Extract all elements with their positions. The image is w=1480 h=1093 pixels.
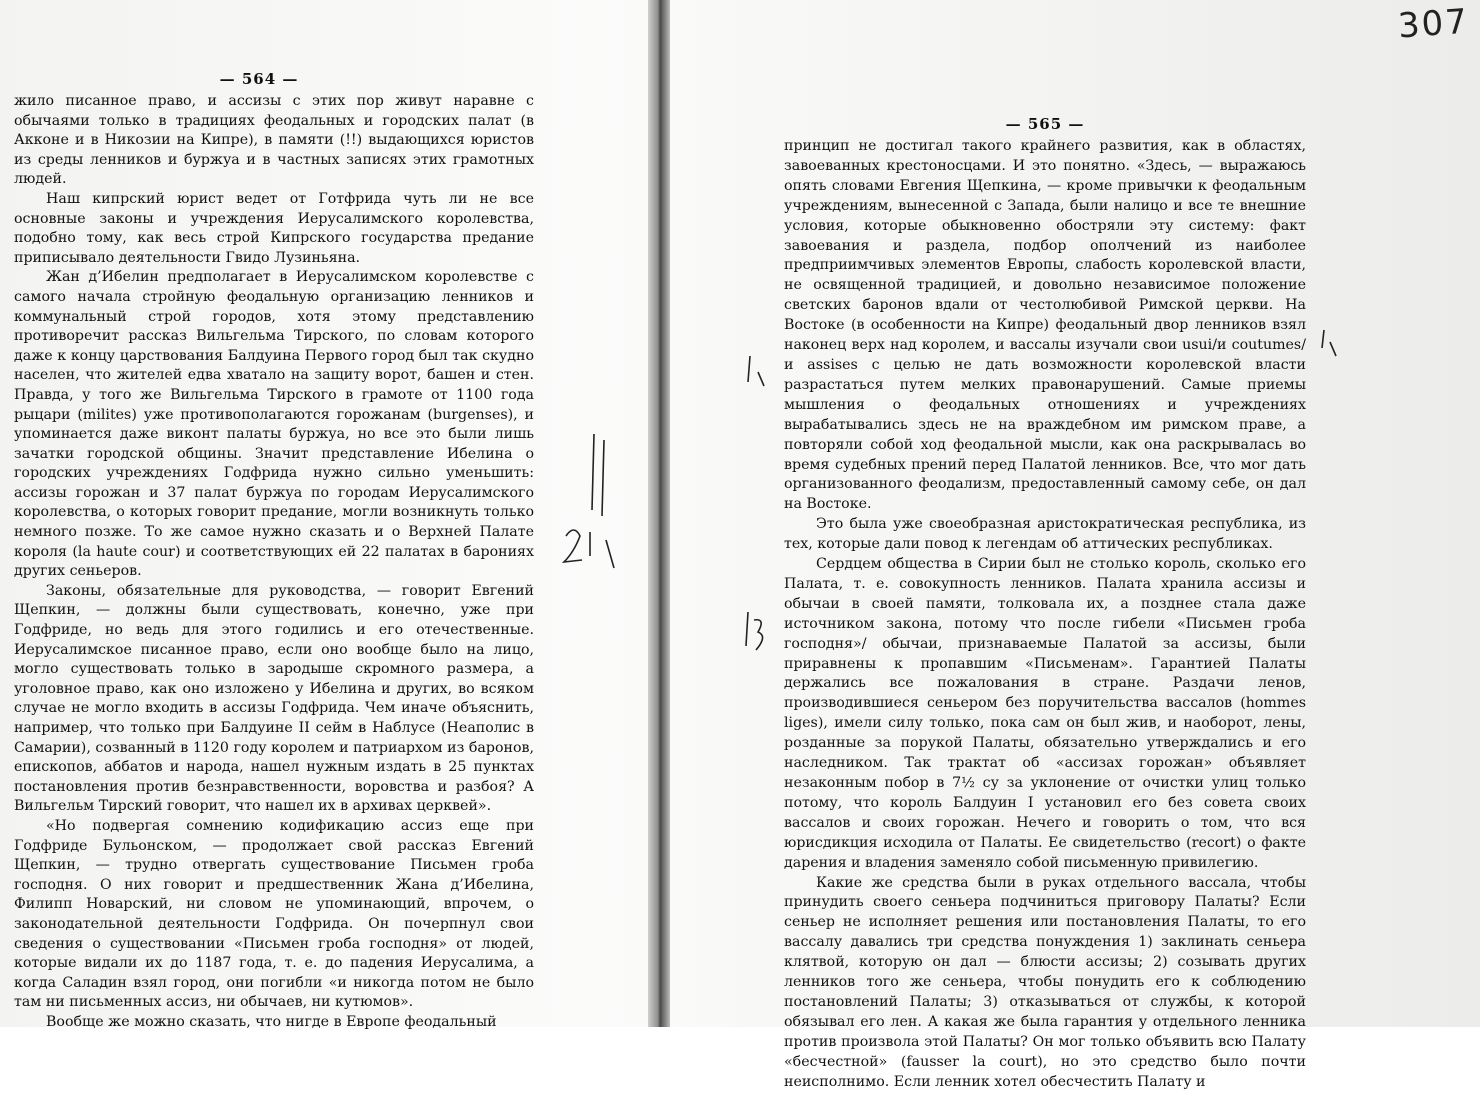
pencil-mark-right-2 <box>742 608 772 658</box>
paragraph: Это была уже своеобразная аристократическая республика, из тех, которые дали повод к легендам об аттических республиках. <box>784 516 1306 553</box>
paragraph: Вообще же можно сказать, что нигде в Европе феодальный <box>46 1013 497 1030</box>
pencil-mark-right-3 <box>1318 326 1342 360</box>
paragraph: Наш кипрский юрист ведет от Готфрида чуть ли не все основные законы и учреждения Иерусалимского королевства, подобно тому, как весь строй Кипрского государства предание приписывало деятельности Гвидо Лузиньяна. <box>14 190 534 266</box>
right-page <box>784 115 1306 1093</box>
pencil-mark-right-1 <box>744 352 774 392</box>
archive-page-number: 307 <box>1396 1 1471 47</box>
page-number: — 565 — <box>1005 115 1085 133</box>
book-gutter <box>648 0 670 1027</box>
left-page-text <box>14 92 534 1033</box>
paragraph: Жан д’Ибелин предполагает в Иерусалимском королевстве с самого начала стройную феодальную организацию ленников и коммунальный строй городов, хотя этому представлению противоречит рассказ Вильгельма Тирского, по словам которого даже к концу царствования Балдуина Первого город был так скудно населен, что жителей едва хватало на защиту ворот, башен и стен. Правда, у того же Вильгельма Тирского в грамоте от 1100 года рыцари (milites) уже противополагаются горожанам (burgenses), и упоминается даже виконт палаты буржуа, но все это были лишь зачатки городской общины. Значит представление Ибелина о городских учреждениях Годфрида нужно сильно уменьшить: ассизы горожан и 37 палат буржуа по городам Иерусалимского королевства, о которых говорит предание, могли возникнуть только немного позже. То же самое нужно сказать и о Верхней Палате короля (la haute cour) и соответствующих ей 22 палатах в барониях других сеньеров. <box>14 269 534 580</box>
page-number: — 564 — <box>219 70 299 88</box>
paragraph: «Но подвергая сомнению кодификацию ассиз еще при Годфриде Бульонском, — продолжает свой рассказ Евгений Щепкин, — трудно отвергать существование Письмен гроба господня. О них говорит и предшественник Жана д’Ибелина, Филипп Новарский, ни словом не упоминающий, впрочем, о законодательной деятельности Годфрида. Он почерпнул свои сведения о существовании «Письмен гроба господня» от людей, которые видали их до 1187 года, т. е. до падения Иерусалима, а когда Саладин взял город, они погибли «и никогда потом не было там ни письменных ассиз, ни обычаев, ни кутюмов». <box>14 817 534 1011</box>
paragraph: Какие же средства были в руках отдельного вассала, чтобы принудить своего сеньера подчиниться приговору Палаты? Если сеньер не исполняет решения или постановления Палаты, то его вассалу давались три средства понуждения 1) заклинать сеньера клятвой, которую он дал — блюсти ассизы; 2) созывать других ленников того же сеньера, чтобы понудить его к соблюдению постановлений Палаты; 3) отказываться от службы, к которой обязывал его лен. А какая же была гарантия у отдельного ленника против произвола этой Палаты? Он мог только объявить всю Палату «бесчестной» (fausser la court), но это средство было почти неисполнимо. Если ленник хотел обесчестить Палату и <box>784 874 1306 1090</box>
left-page <box>14 70 534 1033</box>
paragraph: Законы, обязательные для руководства, — говорит Евгений Щепкин, — должны были существовать, конечно, уже при Годфриде, но ведь для этого годились и его отечественные. Иерусалимское писанное право, если оно вообще было на лицо, могло существовать только в зародыше скромного размера, а уголовное право, как оно изложено у Ибелина и других, во всяком случае не могло входить в ассизы Годфрида. Чем иначе объяснить, например, что только при Балдуине II сейм в Наблусе (Неаполис в Самарии), созванный в 1120 году королем и патриархом из баронов, епископов, аббатов и народа, нашел нужным издать в 25 пунктах постановления против безнравственности, воровства и разбоя? А Вильгельм Тирский говорит, что нашел их в архивах церквей». <box>14 582 534 815</box>
pencil-mark-left-2 <box>560 522 630 572</box>
paragraph: Сердцем общества в Сирии был не столько король, сколько его Палата, т. е. совокупность ленников. Палата хранила ассизы и обычаи в своей памяти, толковала их, а позднее стала даже источником закона, потому что после гибели «Письмен гроба господня»/ обычаи, признаваемые Палатой за ассизы, были приравнены к пропавшим «Письменам». Гарантией Палаты держались все пожалования в стране. Раздачи ленов, производившиеся сеньером без поручительства вассалов (hommes liges), имели силу только, пока сам он был жив, и наоборот, лены, розданные за порукой Палаты, обязательно утверждались и его наследником. Так трактат об «ассизах горожан» объявляет незаконным побор в 7½ су за уклонение от очистки улиц только потому, что король Балдуин I установил его без совета своих вассалов и своих горожан. Нечего и говорить о том, что вся юрисдикция исходила от Палаты. Ее свидетельство (recort) о факте дарения и владения заменяло собой письменную привилегию. <box>784 556 1306 871</box>
pencil-mark-left-1 <box>586 430 616 520</box>
right-page-text <box>784 137 1306 1093</box>
paragraph: жило писанное право, и ассизы с этих пор живут наравне с обычаями только в традициях феодальных и городских палат (в Акконе и в Никозии на Кипре), в памяти (!!) выдающихся юристов из среды ленников и буржуа и в частных записях этих грамотных людей. <box>14 93 534 188</box>
paragraph: принцип не достигал такого крайнего развития, как в областях, завоеванных крестоносцами. И это понятно. «Здесь, — выражаюсь опять словами Евгения Щепкина, — кроме привычки к феодальным учреждениям, вынесенной с Запада, были налицо и все те внешние условия, которые обыкновенно обостряли эту систему: факт завоевания и раздела, подбор ополчений из наиболее предприимчивых элементов Европы, слабость королевской власти, не освященной традицией, и довольно независимое положение светских баронов вдали от честолюбивой Римской церкви. На Востоке (в особенности на Кипре) феодальный двор ленников взял наконец верх над королем, и вассалы изучали свои usui/и coutumes/и assises с целью не дать возможности королевской власти разрастаться путем мелких правонарушений. Самые приемы мышления о феодальных отношениях и учреждениях вырабатывались здесь не на враждебном им римском праве, а повторяли собой ход феодальной мысли, как она раскрывалась во время судебных прений перед Палатой ленников. Все, что мог дать организованного феодализм, предоставленный самому себе, он дал на Востоке. <box>784 138 1306 513</box>
